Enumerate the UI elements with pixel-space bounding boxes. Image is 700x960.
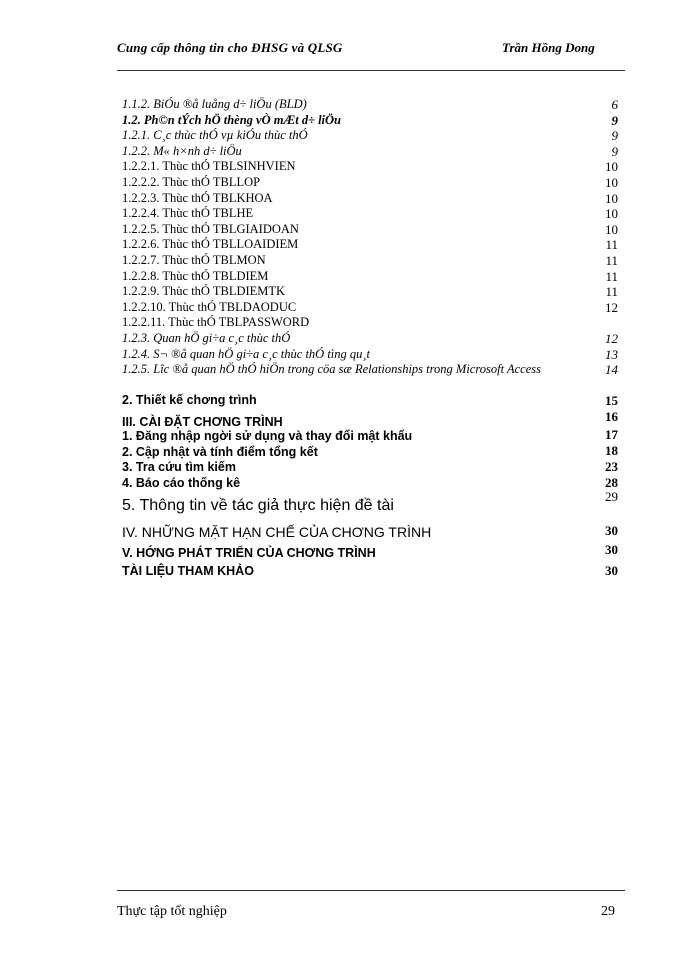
toc-entry-page: 16 [605, 408, 618, 424]
toc-entry-page: 9 [611, 128, 618, 144]
toc-entry [122, 426, 618, 442]
toc-entry-title: 1.2.2.6. Thùc thÓ TBLLOAIDIEM [122, 237, 299, 252]
toc-entry-title: 1.2.2.10. Thùc thÓ TBLDAODUC [122, 299, 297, 314]
page-number: 29 [601, 904, 615, 919]
toc-entry-title: 1.2.2. M« h×nh d÷ liÖu [122, 143, 242, 158]
toc-entry [122, 457, 618, 473]
toc-entry-title: 1.2.2.4. Thùc thÓ TBLHE [122, 206, 254, 221]
toc-entry-page: 14 [605, 362, 618, 378]
header-title: Cung cấp thông tin cho ĐHSG và QLSG [117, 40, 343, 55]
toc-entry [122, 554, 618, 578]
toc-entry-title: IV. NHỮNG MẶT HẠN CHẾ CỦA CHƠNG TRÌNH [122, 523, 432, 540]
toc-entry [122, 97, 618, 113]
toc-entry-title: 2. Thiết kế chơng trình [122, 393, 257, 408]
toc-entry [122, 144, 618, 160]
toc-entry [122, 191, 618, 207]
toc-entry [122, 269, 618, 285]
toc-entry-title: TÀI LIỆU THAM KHẢO [122, 563, 254, 578]
toc-entry-title: 1.2.1. C¸c thùc thÓ vµ kiÓu thùc thÓ [122, 128, 308, 143]
toc-entry-title: 1.2. Ph©n tÝch hÖ thèng vÒ mÆt d÷ liÖu [122, 112, 341, 127]
toc-entry-page: 30 [605, 562, 618, 578]
toc-entry [122, 513, 618, 540]
toc-entry [122, 408, 618, 429]
toc-entry-title: 1.2.2.11. Thùc thÓ TBLPASSWORD [122, 315, 310, 330]
toc-entry [122, 393, 618, 409]
toc-entry [122, 489, 618, 513]
toc-entry-page: 28 [605, 475, 618, 491]
toc-entry [122, 284, 618, 300]
toc-entry-title: 1.2.2.1. Thùc thÓ TBLSINHVIEN [122, 159, 296, 174]
toc-entry [122, 536, 618, 560]
toc-entry [122, 222, 618, 238]
toc-entry-page: 12 [605, 330, 618, 346]
toc-entry-title: III. CÀI ĐẶT CHƠNG TRÌNH [122, 414, 283, 429]
toc-entry-page: 9 [611, 112, 618, 128]
toc-entry [122, 347, 618, 363]
toc-entry-page: 10 [605, 221, 618, 237]
toc-entry-title: 4. Báo cáo thống kê [122, 476, 241, 491]
toc-entry-page: 23 [605, 459, 618, 475]
toc-entry-page: 30 [605, 541, 618, 557]
toc-entry-page: 15 [605, 393, 618, 409]
toc-entry-page: 18 [605, 442, 618, 458]
toc-entry-page: 10 [605, 174, 618, 190]
footer-title: Thực tập tốt nghiệp [117, 904, 227, 919]
header-author: Trần Hồng Dong [502, 40, 595, 55]
toc-entry [122, 159, 618, 175]
toc-entry [122, 206, 618, 222]
toc-entry [122, 473, 618, 489]
toc-entry-title: 1.2.2.5. Thùc thÓ TBLGIAIDOAN [122, 221, 299, 236]
toc-entry-title: 3. Tra cứu tìm kiếm [122, 460, 236, 475]
toc-entry-title: 5. Thông tin về tác giả thực hiện đề tài [122, 496, 394, 514]
toc-entry-page: 10 [605, 190, 618, 206]
toc-entry-title: 1.2.2.8. Thùc thÓ TBLDIEM [122, 268, 269, 283]
toc-entry-title: 1. Đăng nhập ngời sử dụng và thay đổi mật khẩu [122, 429, 413, 444]
table-of-contents [122, 97, 618, 578]
toc-entry-page: 11 [605, 252, 618, 268]
toc-entry-page: 11 [605, 268, 618, 284]
toc-entry-title: 1.2.2.9. Thùc thÓ TBLDIEMTK [122, 284, 286, 299]
toc-entry-title: 1.1.2. BiÓu ®å luång d÷ liÖu (BLD) [122, 97, 307, 111]
toc-entry [122, 442, 618, 458]
footer-divider [117, 890, 625, 891]
toc-entry [122, 128, 618, 144]
toc-entry-title: 1.2.5. Lîc ®å quan hÖ thÓ hiÖn trong cöa sæ Relationships trong Microsoft Access [122, 362, 541, 377]
toc-entry-page: 29 [605, 488, 618, 504]
toc-entry [122, 237, 618, 253]
toc-entry [122, 300, 618, 316]
toc-entry-page: 13 [605, 346, 618, 362]
toc-entry-title: V. HỚNG PHÁT TRIỂN CỦA CHƠNG TRÌNH [122, 545, 376, 560]
toc-entry-title: 1.2.3. Quan hÖ gi÷a c¸c thùc thÓ [122, 330, 291, 345]
toc-entry-title: 1.2.2.2. Thùc thÓ TBLLOP [122, 174, 261, 189]
toc-entry-page: 10 [605, 206, 618, 222]
toc-entry [122, 315, 618, 331]
toc-entry-page: 12 [605, 299, 618, 315]
toc-entry-title: 1.2.2.7. Thùc thÓ TBLMON [122, 252, 266, 267]
toc-entry-page: 9 [611, 143, 618, 159]
toc-entry-page: 10 [605, 159, 618, 175]
toc-entry-title: 1.2.4. S¬ ®å quan hÖ gi÷a c¸c thùc thÓ tìng qu¸t [122, 346, 371, 361]
toc-entry-page: 17 [605, 427, 618, 443]
toc-entry [122, 253, 618, 269]
toc-entry [122, 175, 618, 191]
toc-entry-page: 11 [605, 284, 618, 300]
toc-entry-page: 6 [611, 97, 618, 112]
toc-entry [122, 362, 618, 393]
header-divider [117, 70, 625, 71]
toc-entry-page: 11 [605, 237, 618, 253]
toc-entry [122, 113, 618, 129]
toc-entry-title: 1.2.2.3. Thùc thÓ TBLKHOA [122, 190, 273, 205]
toc-entry-page: 30 [605, 522, 618, 538]
toc-entry-title: 2. Cập nhật và tính điểm tổng kết [122, 444, 318, 459]
toc-entry [122, 331, 618, 347]
